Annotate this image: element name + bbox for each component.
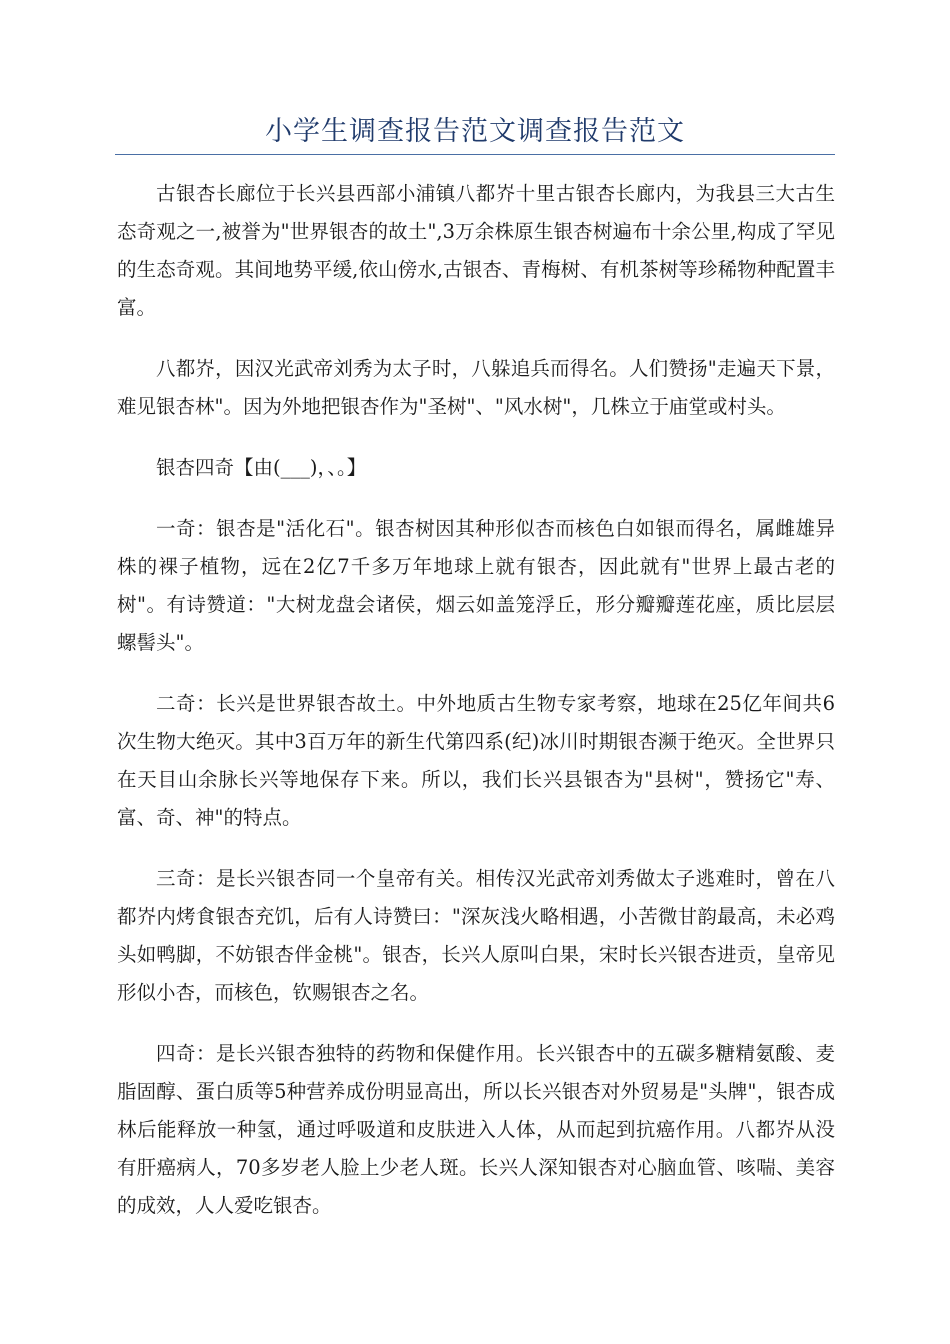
page-title: 小学生调查报告范文调查报告范文 (265, 116, 685, 147)
paragraph-wonder-three: 三奇：是长兴银杏同一个皇帝有关。相传汉光武帝刘秀做太子逃难时，曾在八都岕内烤食银杏充饥，后有人诗赞曰："深灰浅火略相遇，小苦微甘韵最高，未必鸡头如鸭脚，不妨银杏伴金桃"。银杏，长兴人原叫白果，宋时长兴银杏进贡，皇帝见形似小杏，而核色，钦赐银杏之名。 (117, 867, 835, 1004)
paragraph-wonder-four: 四奇：是长兴银杏独特的药物和保健作用。长兴银杏中的五碳多糖精氨酸、麦脂固醇、蛋白质等5种营养成份明显高出，所以长兴银杏对外贸易是"头牌"，银杏成林后能释放一种氢，通过呼吸道和皮肤进入人体，从而起到抗癌作用。八都岕从没有肝癌病人，70多岁老人脸上少老人斑。长兴人深知银杏对心脑血管、咳喘、美容的成效，人人爱吃银杏。 (117, 1042, 835, 1217)
document-body (117, 175, 835, 1248)
paragraph-wonder-one: 一奇：银杏是"活化石"。银杏树因其种形似杏而核色白如银而得名，属雌雄异株的裸子植物，远在2亿7千多万年地球上就有银杏，因此就有"世界上最古老的树"。有诗赞道："大树龙盘会诸侯，烟云如盖笼浮丘，形分瓣瓣莲花座，质比层层螺髻头"。 (117, 517, 835, 654)
paragraph-wonder-two: 二奇：长兴是世界银杏故土。中外地质古生物专家考察，地球在25亿年间共6次生物大绝灭。其中3百万年的新生代第四系(纪)冰川时期银杏濒于绝灭。全世界只在天目山余脉长兴等地保存下来。所以，我们长兴县银杏为"县树"，赞扬它"寿、富、奇、神"的特点。 (117, 692, 835, 829)
paragraph-intro: 古银杏长廊位于长兴县西部小浦镇八都岕十里古银杏长廊内，为我县三大古生态奇观之一,被誉为"世界银杏的故土",3万余株原生银杏树遍布十余公里,构成了罕见的生态奇观。其间地势平缓,依山傍水,古银杏、青梅树、有机茶树等珍稀物种配置丰富。 (117, 182, 835, 319)
title-underline (115, 154, 835, 155)
paragraph-four-wonders-heading: 银杏四奇【由(___)，、。】 (156, 456, 367, 479)
paragraph-badu: 八都岕，因汉光武帝刘秀为太子时，八躲追兵而得名。人们赞扬"走遍天下景，难见银杏林"。因为外地把银杏作为"圣树"、"风水树"，几株立于庙堂或村头。 (117, 357, 835, 418)
